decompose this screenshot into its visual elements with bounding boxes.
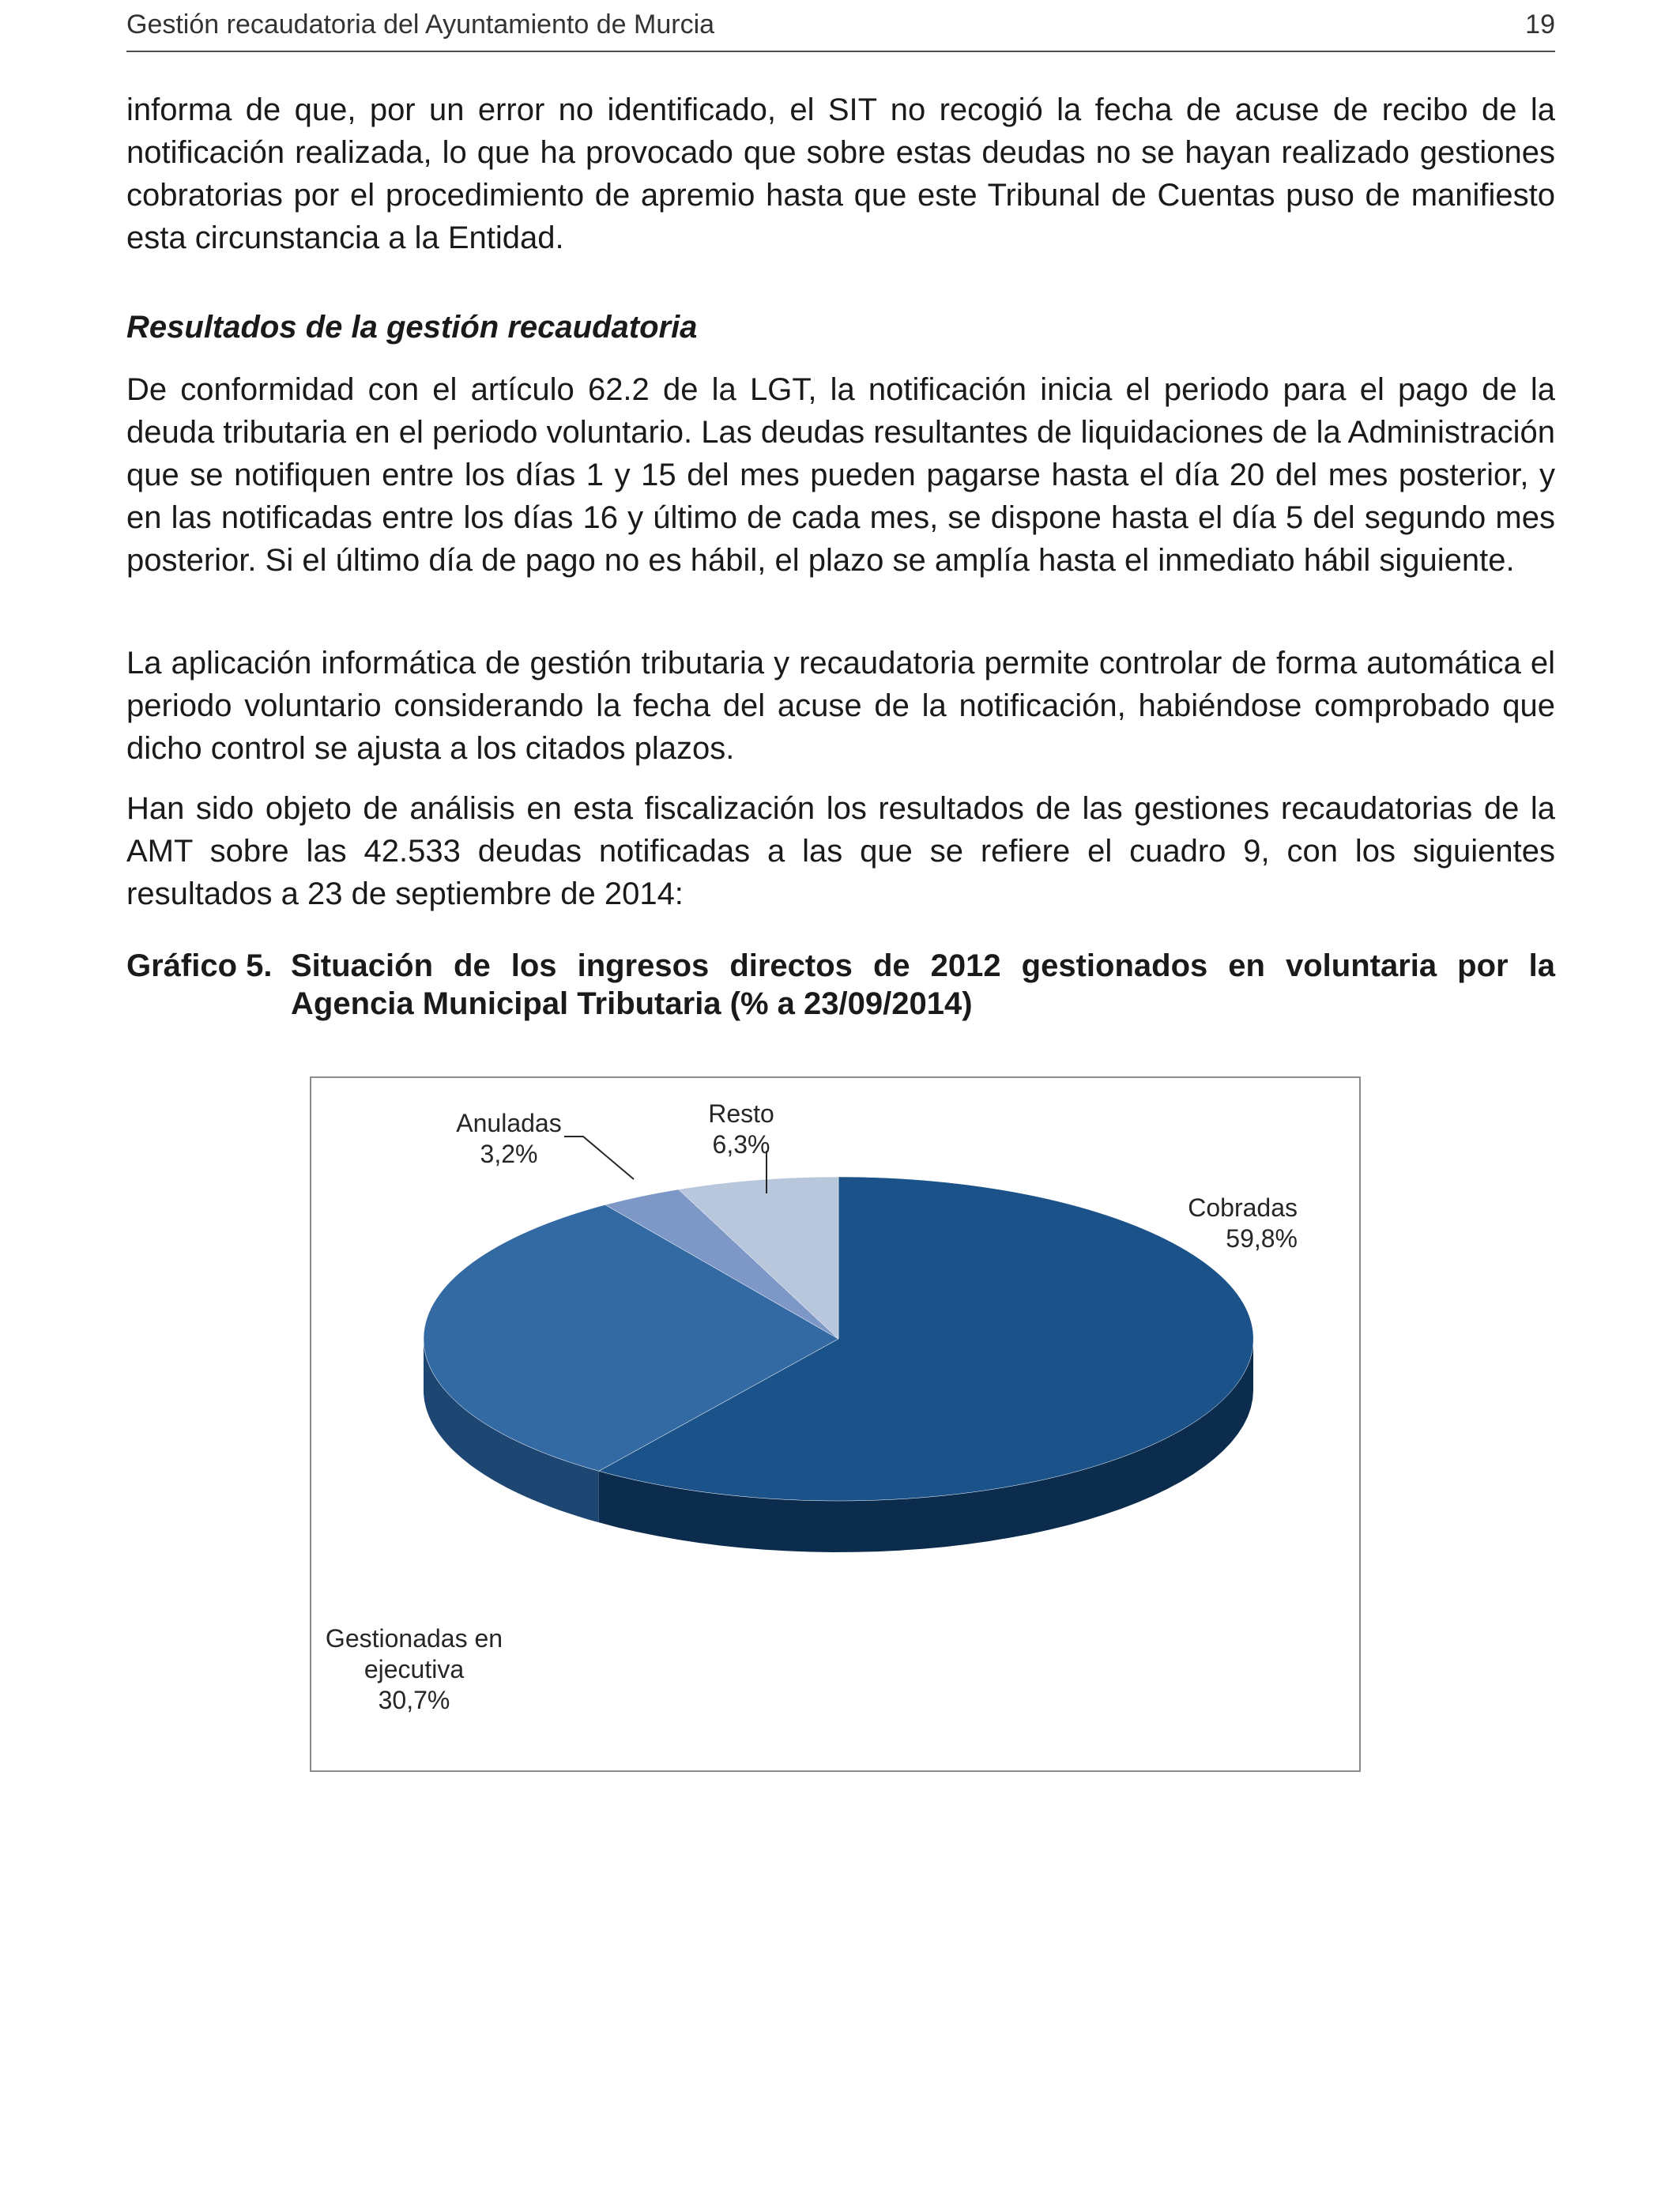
page-number: 19	[1525, 9, 1555, 40]
section-heading: Resultados de la gestión recaudatoria	[126, 310, 698, 345]
pie-label-1-0: Gestionadas en	[325, 1624, 503, 1653]
paragraph-lgt: De conformidad con el artículo 62.2 de la LGT, la notificación inicia el periodo para el pago de la deuda tributaria en el periodo voluntario. Las deudas resultantes de liquidaciones de la Administración que se notifiquen entre los días 1 y 15 del mes pueden pagarse hasta el día 20 del mes posterior, y en las notificadas entre los días 16 y último de cada mes, se dispone hasta el día 5 del segundo mes posterior. Si el último día de pago no es hábil, el plazo se amplía hasta el inmediato hábil siguiente.	[126, 372, 1555, 578]
page-header	[126, 6, 1555, 52]
pie-label-0-1: 59,8%	[1226, 1224, 1298, 1253]
pie-label-0-0: Cobradas	[1188, 1193, 1298, 1222]
chart-caption-number: Gráfico 5.	[126, 948, 273, 983]
pie-chart	[311, 1078, 1359, 1770]
header-title: Gestión recaudatoria del Ayuntamiento de Murcia	[126, 9, 715, 40]
pie-label-3-0: Resto	[708, 1099, 774, 1128]
paragraph-application: La aplicación informática de gestión tributaria y recaudatoria permite controlar de forma automática el periodo voluntario considerando la fecha del acuse de la notificación, habiéndose comprobado que dicho control se ajusta a los citados plazos.	[126, 646, 1555, 766]
pie-label-1-2: 30,7%	[378, 1686, 450, 1714]
pie-label-1-1: ejecutiva	[363, 1655, 465, 1683]
pie-label-2-0: Anuladas	[456, 1109, 562, 1137]
pie-label-3-1: 6,3%	[712, 1130, 770, 1159]
paragraph-analysis: Han sido objeto de análisis en esta fiscalización los resultados de las gestiones recaudatorias de la AMT sobre las 42.533 deudas notificadas a las que se refiere el cuadro 9, con los siguientes resultados a 23 de septiembre de 2014:	[126, 791, 1555, 911]
chart-caption-text: Situación de los ingresos directos de 2012 gestionados en voluntaria por la Agencia Municipal Tributaria (% a 23/09/2014)	[291, 948, 1555, 1021]
pie-chart-frame	[310, 1076, 1361, 1772]
leader-line-anuladas	[564, 1137, 634, 1179]
paragraph-intro: informa de que, por un error no identificado, el SIT no recogió la fecha de acuse de recibo de la notificación realizada, lo que ha provocado que sobre estas deudas no se hayan realizado gestiones cobratorias por el procedimiento de apremio hasta que este Tribunal de Cuentas puso de manifiesto esta circunstancia a la Entidad.	[126, 92, 1555, 255]
pie-label-2-1: 3,2%	[480, 1140, 538, 1168]
